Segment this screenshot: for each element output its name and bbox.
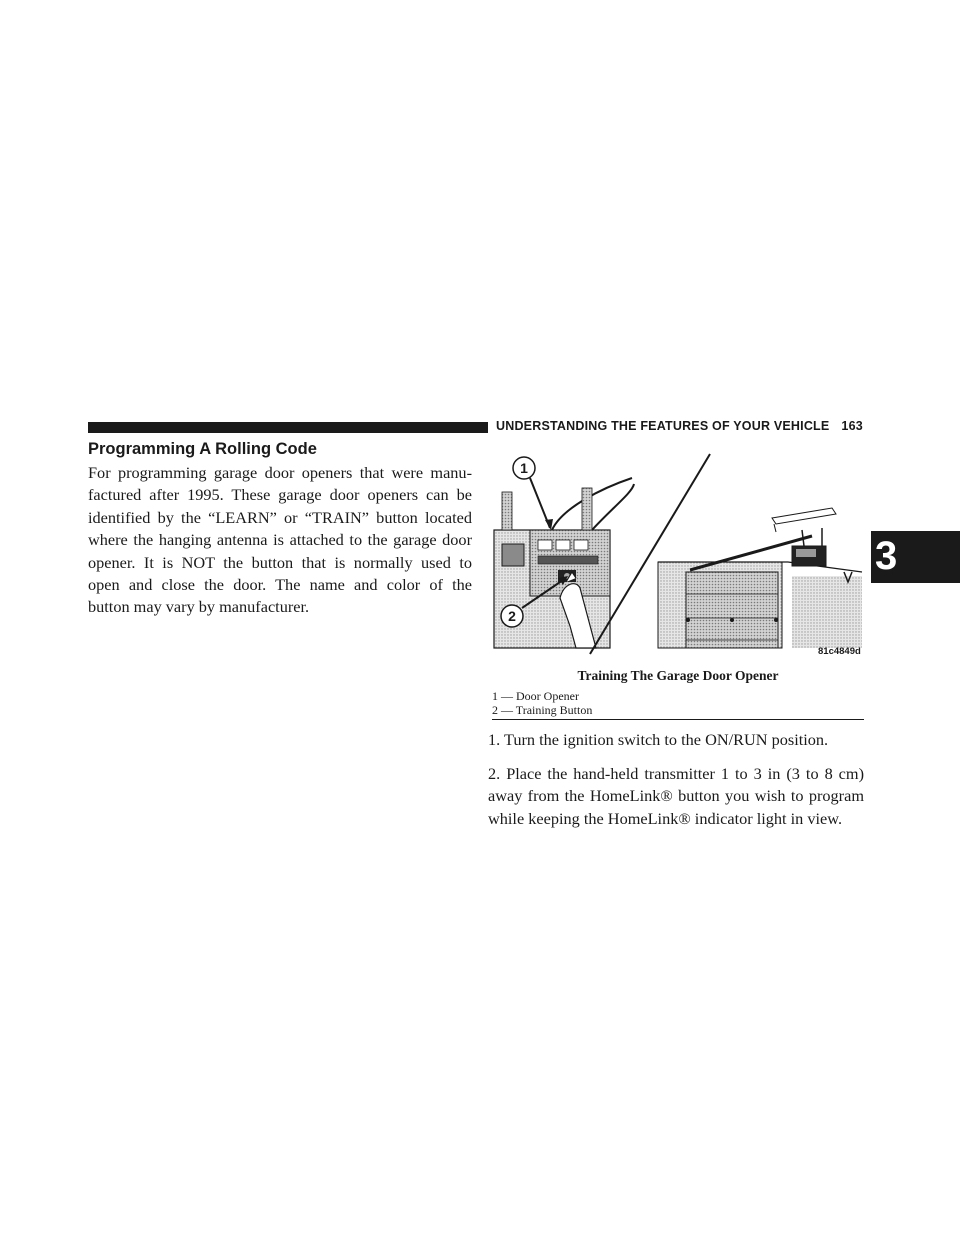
step-line: 1. Turn the ignition switch to the ON/RUN position.	[488, 730, 829, 749]
step-line: away from the HomeLink® button you wish to program	[488, 786, 864, 806]
paragraph-line: For programming garage door openers that were manu-	[88, 463, 472, 482]
step-2	[488, 763, 864, 830]
chapter-tab[interactable]	[871, 531, 960, 583]
step-1	[488, 729, 864, 751]
chapter-number: 3	[875, 534, 898, 578]
paragraph-line: factured after 1995. These garage door openers can be	[88, 485, 472, 505]
section-paragraph	[88, 462, 472, 619]
figure-caption: Training The Garage Door Opener	[577, 668, 779, 683]
running-header	[496, 419, 863, 433]
legend-rule	[492, 719, 864, 720]
paragraph-line: identified by the “LEARN” or “TRAIN” button located	[88, 507, 472, 527]
legend-item: 1 — Door Opener	[492, 689, 579, 703]
header-rule	[88, 422, 488, 433]
callout-1	[513, 457, 553, 530]
garage-opener-illustration	[492, 448, 864, 660]
page-number: 163	[841, 419, 863, 433]
section-heading: Programming A Rolling Code	[88, 440, 317, 458]
paragraph-line: opener. It is NOT the button that is normally used to	[88, 552, 472, 572]
legend-item: 2 — Training Button	[492, 702, 593, 717]
figure-legend	[492, 690, 864, 717]
step-line: while keeping the HomeLink® indicator light in view.	[488, 808, 843, 828]
garage-scene	[658, 508, 862, 648]
figure-image-id: 81c4849d	[818, 646, 861, 657]
step-line: 2. Place the hand-held transmitter 1 to 3 in (3 to 8 cm)	[488, 764, 864, 783]
paragraph-line: where the hanging antenna is attached to the garage door	[88, 530, 472, 550]
paragraph-line: button may vary by manufacturer.	[88, 597, 310, 617]
running-header-title: UNDERSTANDING THE FEATURES OF YOUR VEHICLE	[496, 419, 830, 433]
callout-2-label: 2	[508, 608, 516, 624]
paragraph-line: open and close the door. The name and color of the	[88, 575, 472, 595]
callout-1-label: 1	[520, 460, 528, 476]
